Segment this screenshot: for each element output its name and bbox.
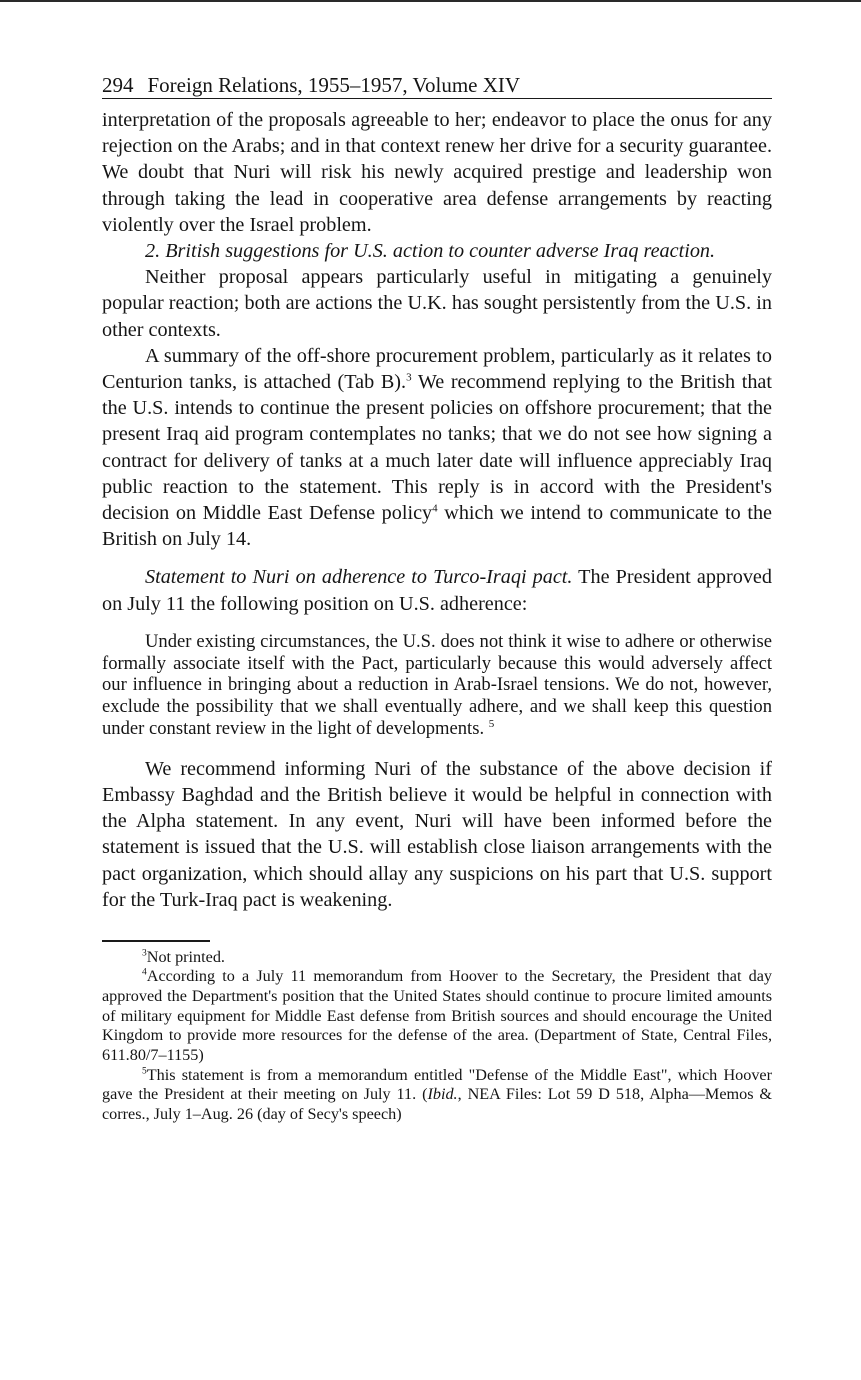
- footnote-number: 3: [142, 948, 147, 959]
- paragraph-recommend-informing: We recommend informing Nuri of the substance of the above decision if Embassy Baghdad and the British believe it would be helpful in connection with the Alpha statement. In any event, Nuri will have been informed before the statement is issued that the U.S. will establish close liaison arrangements with the pact organization, which should allay any suspicions on his part that U.S. support for the Turk-Iraq pact is weakening.: [102, 757, 772, 911]
- footnote-5: [102, 1066, 772, 1125]
- page-top-edge: [0, 0, 861, 2]
- footnote-3: [102, 948, 772, 968]
- paragraph-continuation: interpretation of the proposals agreeable to her; endeavor to place the onus for any rejection on the Arabs; and in that context renew her drive for a security guarantee. We doubt that Nuri will risk his newly acquired prestige and leadership won through taking the lead in cooperative area defense arrangements by reacting violently over the Israel problem.: [102, 109, 772, 236]
- document-page: [102, 72, 772, 1125]
- body-text: [102, 107, 772, 617]
- paragraph-neither-proposal: Neither proposal appears particularly useful in mitigating a genuinely popular reaction; both are actions the U.K. has sought persistently from the U.S. in other contexts.: [102, 266, 772, 341]
- footnote-number: 4: [142, 967, 147, 978]
- footnote-4: [102, 967, 772, 1066]
- quoted-position: [102, 631, 772, 740]
- body-text-continued: [102, 756, 772, 913]
- paragraph-text: A summary of the off-shore procurement problem, particularly as it relates to Centurion tanks, is attached (Tab B).: [102, 344, 772, 394]
- footnote-ref-5[interactable]: 5: [488, 717, 495, 730]
- statement-heading: Statement to Nuri on adherence to Turco-Iraqi pact.: [145, 566, 573, 589]
- quote-text: Under existing circumstances, the U.S. does not think it wise to adhere or otherwise formally associate itself with the Pact, particularly because this would adversely affect our influence in bringing about a reduction in Arab-Israel tensions. We do not, however, exclude the possibility that we shall eventually adhere, and we shall keep this question under constant review in the light of developments.: [102, 630, 772, 740]
- footnote-text: Not printed.: [146, 947, 225, 966]
- paragraph-offshore-procurement: [102, 343, 772, 553]
- footnote-number: 5: [142, 1066, 147, 1077]
- paragraph-text: The President approved on July 11 the following position on U.S. adherence:: [102, 566, 772, 615]
- footnote-text: This statement is from a memorandum entitled "Defense of the Middle East", which Hoover gave the President at their meeting on July 11. (: [102, 1065, 772, 1104]
- page-number: 294: [102, 73, 134, 97]
- paragraph-text: We recommend replying to the British that the U.S. intends to continue the present policies on offshore procurement; that the present Iraq aid program contemplates no tanks; that we do not see how signing a contract for delivery of tanks at a much later date will influence appreciably Iraq public reaction to the statement. This reply is in accord with the President's decision on Middle East Defense policy: [102, 371, 773, 525]
- footnotes: [102, 948, 772, 1125]
- footnote-ref-3[interactable]: 3: [406, 371, 412, 384]
- running-header: [102, 72, 772, 99]
- volume-title: Foreign Relations, 1955–1957, Volume XIV: [147, 73, 521, 97]
- paragraph-text: which we intend to communicate to the British on July 14.: [102, 502, 772, 551]
- section-heading-british-suggestions: [102, 238, 772, 264]
- paragraph-statement-to-nuri: [102, 564, 772, 616]
- footnote-ibid: Ibid.: [427, 1085, 458, 1104]
- footnote-divider: [102, 940, 210, 942]
- footnote-text: , NEA Files: Lot 59 D 518, Alpha—Memos & corres., July 1–Aug. 26 (day of Secy's speech): [102, 1085, 773, 1124]
- section-heading-text: 2. British suggestions for U.S. action to counter adverse Iraq reaction.: [145, 240, 716, 263]
- footnote-text: According to a July 11 memorandum from Hoover to the Secretary, the President that day approved the Department's position that the United States should continue to procure limited amounts of military equipment for Middle East defense from British sources and should encourage the United Kingdom to provide more resources for the defense of the area. (Department of State, Central Files, 611.80/7–1155): [102, 967, 772, 1065]
- footnote-ref-4[interactable]: 4: [432, 502, 438, 515]
